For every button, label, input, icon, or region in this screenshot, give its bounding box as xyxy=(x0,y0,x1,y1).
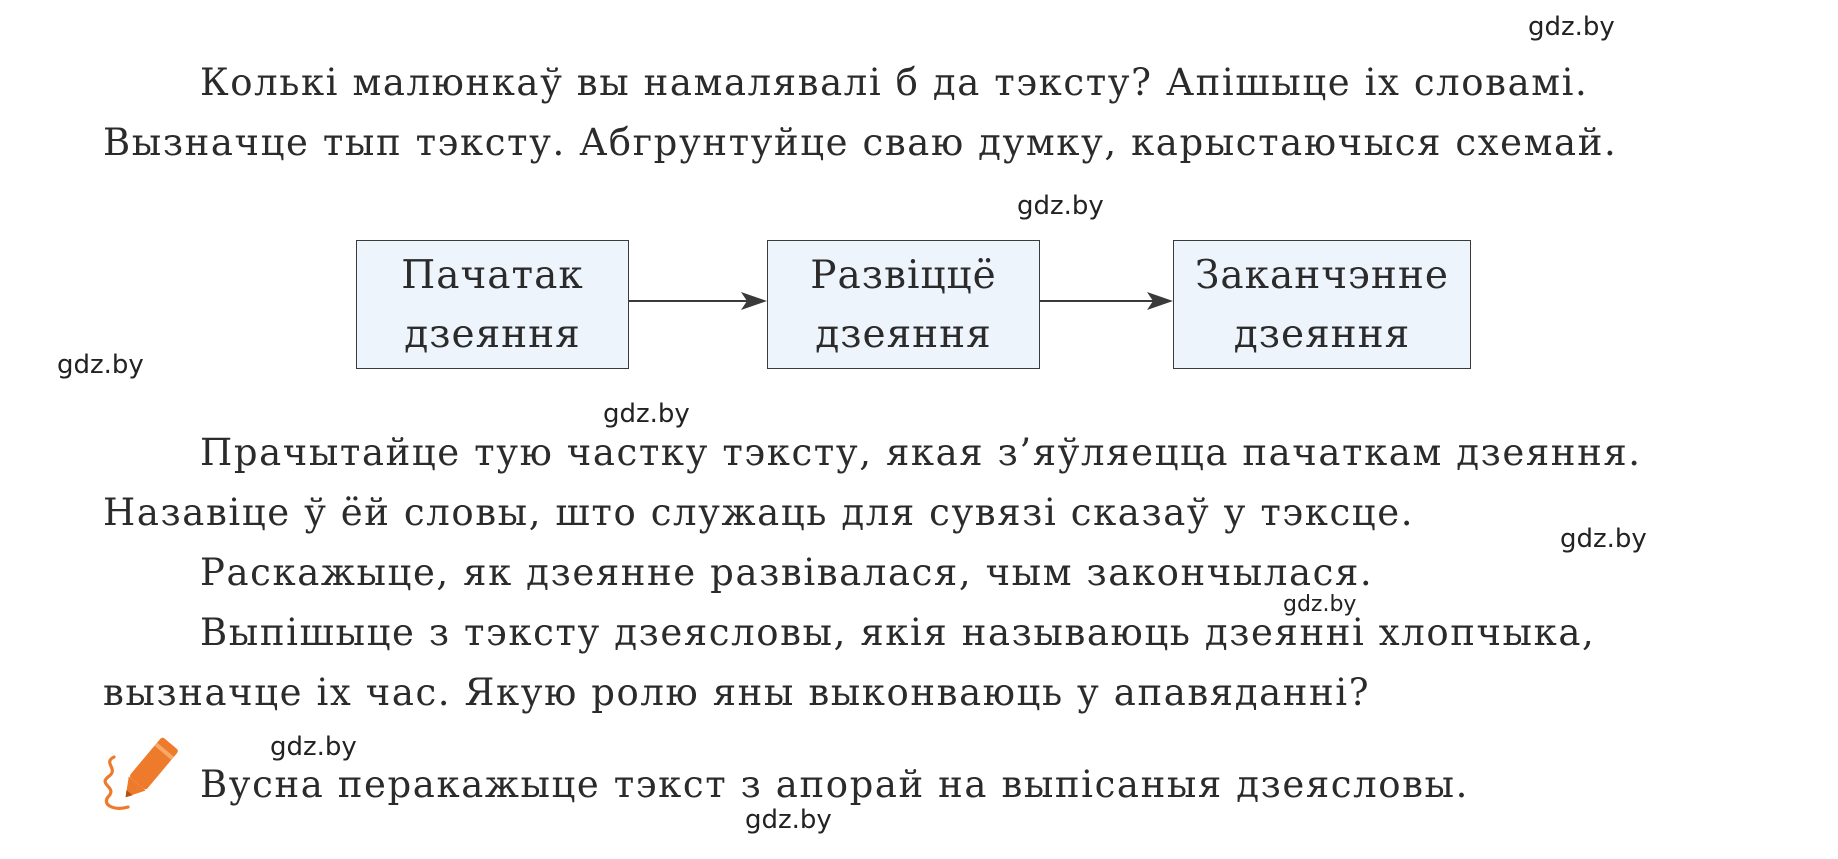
paragraph-line: Прачытайце тую частку тэксту, якая з’яўляецца пачаткам дзеяння. xyxy=(200,431,1642,474)
watermark: gdz.by xyxy=(745,805,832,835)
diagram-box-label: Пачатак xyxy=(401,252,584,298)
watermark: gdz.by xyxy=(603,399,690,429)
paragraph-line: Вызначце тып тэксту. Абгрунтуйце сваю думку, карыстаючыся схемай. xyxy=(103,121,1618,164)
diagram-box-label: Развіццё xyxy=(810,252,997,298)
pencil-icon xyxy=(100,735,182,817)
diagram-box-label: дзеяння xyxy=(1233,311,1411,357)
paragraph-line: Вусна перакажыце тэкст з апорай на выпісаныя дзеясловы. xyxy=(200,763,1469,806)
watermark: gdz.by xyxy=(1283,592,1357,617)
diagram-box-beginning xyxy=(356,240,629,369)
diagram-box-label: дзеяння xyxy=(815,311,992,357)
watermark: gdz.by xyxy=(270,732,357,762)
diagram-box-label: дзеяння xyxy=(404,311,581,357)
diagram-box-development xyxy=(767,240,1040,369)
paragraph-line: Выпішыце з тэксту дзеясловы, якія называюць дзеянні хлопчыка, xyxy=(200,611,1596,654)
watermark: gdz.by xyxy=(1528,12,1615,42)
arrow-right-icon xyxy=(629,288,769,314)
watermark: gdz.by xyxy=(1017,191,1104,221)
diagram-box-label: Заканчэнне xyxy=(1195,252,1449,298)
arrow-right-icon xyxy=(1040,288,1175,314)
paragraph-line: вызначце іх час. Якую ролю яны выконваюць у апавяданні? xyxy=(103,671,1371,714)
paragraph-line: Раскажыце, як дзеянне развівалася, чым закончылася. xyxy=(200,551,1374,594)
paragraph-line: Колькі малюнкаў вы намалявалі б да тэксту? Апішыце іх словамі. xyxy=(200,61,1589,104)
paragraph-line: Назавіце ў ёй словы, што служаць для сувязі сказаў у тэксце. xyxy=(103,491,1415,534)
diagram-box-ending xyxy=(1173,240,1471,369)
watermark: gdz.by xyxy=(1560,524,1647,554)
watermark: gdz.by xyxy=(57,350,144,380)
